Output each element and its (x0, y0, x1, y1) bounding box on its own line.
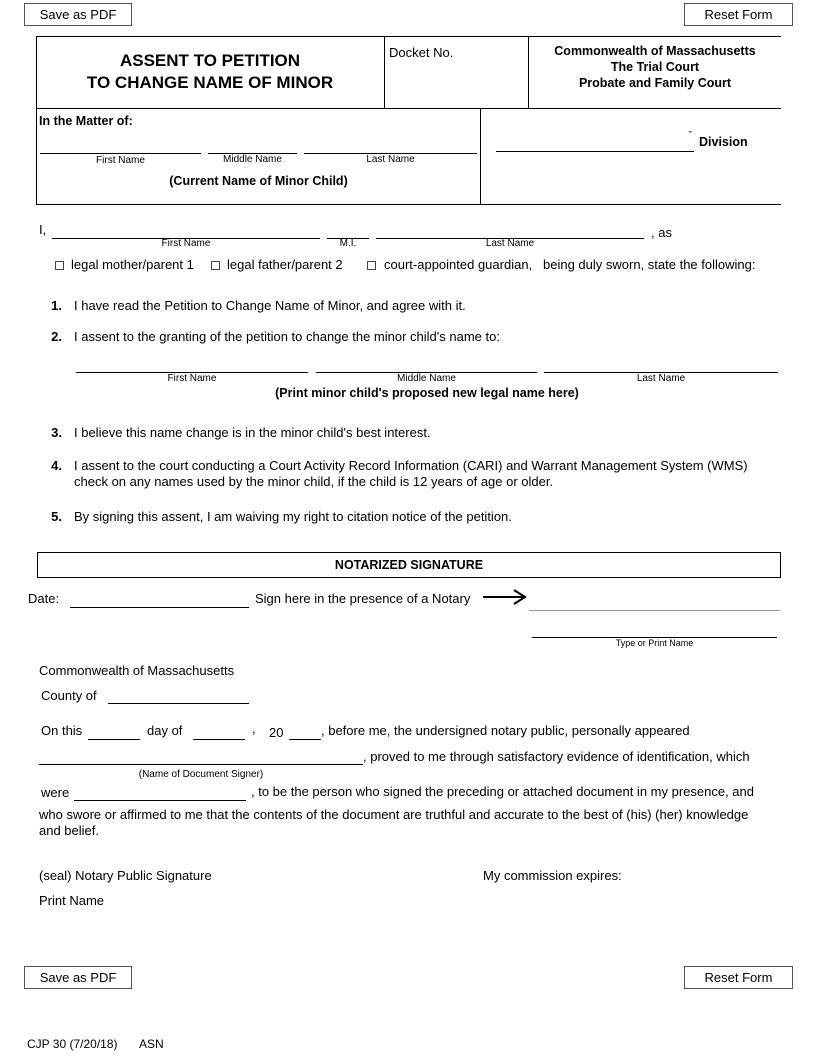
item-2-text: I assent to the granting of the petition to change the minor child's name to: (74, 329, 500, 344)
reset-form-button-top[interactable]: Reset Form (684, 3, 793, 26)
declarant-first-name-caption: First Name (161, 238, 211, 249)
were-label: were (41, 785, 70, 800)
item-4-text-line-1: I assent to the court conducting a Court Activity Record Information (CARI) and Warrant Management System (WMS) (74, 458, 748, 473)
before-me-text: , before me, the undersigned notary public, personally appeared (321, 723, 690, 738)
month-input[interactable] (193, 724, 245, 740)
minor-middle-name-caption: Middle Name (223, 154, 282, 165)
item-1-text: I have read the Petition to Change Name of Minor, and agree with it. (74, 298, 466, 313)
court-name (530, 43, 780, 91)
year-input[interactable] (289, 724, 321, 740)
notary-signature-label: (seal) Notary Public Signature (39, 868, 212, 883)
item-4-number: 4. (51, 458, 62, 473)
proposed-middle-name-input[interactable] (316, 357, 537, 373)
year-prefix: 20 (269, 725, 284, 740)
to-be-text: , to be the person who signed the preceding or attached document in my presence, and (251, 784, 754, 799)
declarant-first-name-input[interactable] (52, 223, 320, 239)
county-label: County of (41, 688, 97, 703)
item-4-text-line-2: check on any names used by the minor child, if the child is 12 years of age or older. (74, 474, 554, 489)
in-the-matter-label: In the Matter of: (39, 114, 133, 128)
form-title (40, 50, 380, 94)
proved-text: , proved to me through satisfactory evidence of identification, which (363, 749, 750, 764)
minor-first-name-caption: First Name (96, 155, 145, 166)
notarized-signature-header: NOTARIZED SIGNATURE (37, 552, 781, 578)
guardian-checkbox[interactable] (367, 261, 376, 270)
court-line-1: Commonwealth of Massachusetts (554, 44, 756, 58)
type-print-name-input[interactable] (532, 622, 777, 638)
father-parent2-checkbox[interactable] (211, 261, 220, 270)
identification-input[interactable] (74, 785, 246, 801)
save-pdf-button-top[interactable]: Save as PDF (24, 3, 132, 26)
save-pdf-button-bottom[interactable]: Save as PDF (24, 966, 132, 989)
item-5-text: By signing this assent, I am waiving my right to citation notice of the petition. (74, 509, 512, 524)
division-select[interactable] (496, 132, 694, 152)
proposed-last-name-input[interactable] (544, 357, 778, 373)
court-line-3: Probate and Family Court (578, 76, 732, 90)
item-5-number: 5. (51, 509, 62, 524)
guardian-label: court-appointed guardian, (384, 257, 533, 272)
proposed-first-name-input[interactable] (76, 357, 308, 373)
county-input[interactable] (108, 688, 249, 704)
item-2-number: 2. (51, 329, 62, 344)
mother-parent1-label: legal mother/parent 1 (71, 257, 194, 272)
arrow-right-icon (482, 587, 528, 607)
title-line-2: TO CHANGE NAME OF MINOR (86, 73, 334, 92)
father-parent2-label: legal father/parent 2 (227, 257, 343, 272)
minor-last-name-input[interactable] (304, 138, 477, 154)
document-signer-caption: (Name of Document Signer) (138, 769, 264, 780)
i-prefix: I, (39, 222, 47, 237)
day-of-label: day of (147, 723, 183, 738)
day-input[interactable] (88, 724, 140, 740)
mother-parent1-checkbox[interactable] (55, 261, 64, 270)
proposed-name-caption: (Print minor child's proposed new legal name here) (275, 386, 579, 400)
swore-text-line-1: who swore or affirmed to me that the contents of the document are truthful and accurate to the best of (his) (her) knowledge (39, 807, 749, 822)
declarant-mi-input[interactable] (327, 223, 369, 239)
proposed-first-name-caption: First Name (167, 373, 217, 384)
item-1-number: 1. (51, 298, 62, 313)
court-line-2: The Trial Court (610, 60, 700, 74)
on-this-label: On this (41, 723, 83, 738)
print-name-label: Print Name (39, 893, 105, 908)
swore-text-line-2: and belief. (39, 823, 99, 838)
form-id: CJP 30 (7/20/18) (27, 1037, 118, 1051)
minor-middle-name-input[interactable] (208, 138, 297, 154)
current-name-caption: (Current Name of Minor Child) (169, 174, 348, 188)
minor-first-name-input[interactable] (40, 138, 201, 154)
notary-commonwealth: Commonwealth of Massachusetts (39, 663, 235, 678)
date-comma: , (252, 721, 256, 736)
commission-expires-label: My commission expires: (483, 868, 622, 883)
proposed-middle-name-caption: Middle Name (397, 373, 456, 384)
chevron-down-icon: ˇ (688, 130, 692, 142)
declarant-last-name-input[interactable] (376, 223, 644, 239)
docket-label: Docket No. (389, 45, 454, 60)
signature-line[interactable] (529, 610, 780, 611)
item-3-number: 3. (51, 425, 62, 440)
document-signer-input[interactable] (39, 749, 363, 765)
date-label: Date: (28, 591, 60, 606)
as-label: , as (651, 225, 672, 240)
item-3-text: I believe this name change is in the minor child's best interest. (74, 425, 431, 440)
date-input[interactable] (70, 592, 249, 608)
declarant-last-name-caption: Last Name (485, 238, 535, 249)
type-print-name-caption: Type or Print Name (615, 638, 694, 648)
duly-sworn-text: being duly sworn, state the following: (543, 257, 756, 272)
division-label: Division (699, 135, 748, 149)
docket-number-input[interactable] (390, 72, 520, 88)
declarant-mi-caption: M.I. (339, 238, 357, 249)
reset-form-button-bottom[interactable]: Reset Form (684, 966, 793, 989)
minor-last-name-caption: Last Name (366, 154, 415, 165)
proposed-last-name-caption: Last Name (636, 373, 686, 384)
sign-here-label: Sign here in the presence of a Notary (255, 591, 471, 606)
form-suffix: ASN (139, 1037, 164, 1051)
title-line-1: ASSENT TO PETITION (119, 51, 301, 70)
